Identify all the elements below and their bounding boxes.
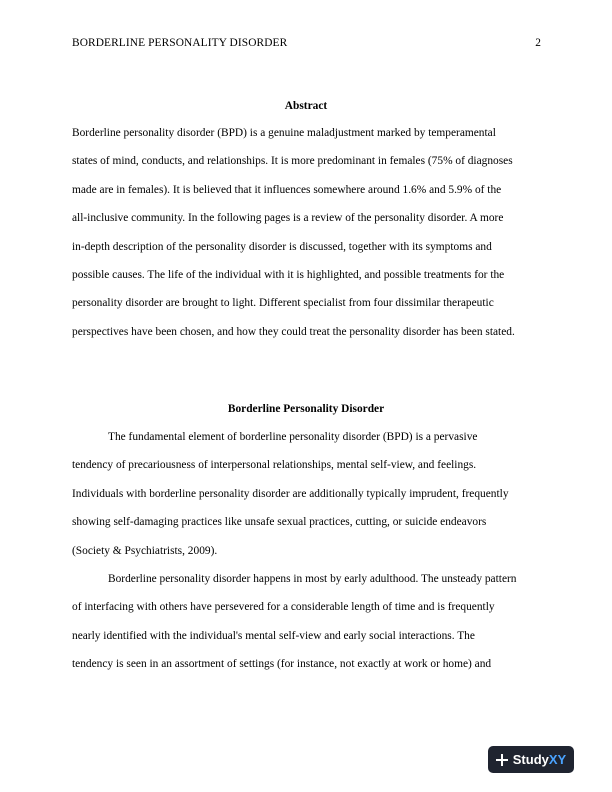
studyxy-badge[interactable] bbox=[488, 746, 574, 773]
abstract-heading: Abstract bbox=[284, 100, 328, 112]
section-body bbox=[72, 423, 540, 679]
paragraph-line: showing self-damaging practices like unsafe sexual practices, cutting, or suicide endeavors bbox=[72, 516, 487, 529]
paragraph-line: Individuals with borderline personality disorder are additionally typically imprudent, frequently bbox=[72, 487, 509, 500]
running-head: BORDERLINE PERSONALITY DISORDER bbox=[72, 37, 288, 49]
abstract-line: made are in females). It is believed that it influences somewhere around 1.6% and 5.9% of the bbox=[72, 183, 502, 196]
badge-text-main: Study bbox=[512, 752, 549, 767]
abstract-line: states of mind, conducts, and relationships. It is more predominant in females (75% of diagnoses bbox=[72, 155, 513, 168]
paragraph-line: (Society & Psychiatrists, 2009). bbox=[72, 544, 218, 557]
abstract-line: all-inclusive community. In the following pages is a review of the personality disorder. A more bbox=[72, 212, 504, 225]
abstract-line: personality disorder are brought to light. Different specialist from four dissimilar therapeutic bbox=[72, 297, 494, 310]
paragraph-line: of interfacing with others have persevered for a considerable length of time and is frequently bbox=[72, 601, 495, 614]
paragraph-line: nearly identified with the individual's mental self-view and early social interactions. The bbox=[72, 629, 475, 642]
paragraph-line: The fundamental element of borderline personality disorder (BPD) is a pervasive bbox=[108, 431, 478, 443]
section-heading: Borderline Personality Disorder bbox=[227, 403, 385, 415]
paragraph-line: tendency is seen in an assortment of settings (for instance, not exactly at work or home) and bbox=[72, 658, 492, 671]
paragraph-line: tendency of precariousness of interpersonal relationships, mental self-view, and feelings. bbox=[72, 459, 477, 472]
badge-label bbox=[513, 752, 566, 767]
badge-text-accent: XY bbox=[548, 752, 567, 767]
paragraph-line: Borderline personality disorder happens in most by early adulthood. The unsteady pattern bbox=[108, 572, 517, 585]
abstract-line: in-depth description of the personality disorder is discussed, together with its symptoms and bbox=[72, 240, 492, 253]
abstract-line: possible causes. The life of the individual with it is highlighted, and possible treatments for the bbox=[72, 268, 505, 281]
plus-icon bbox=[496, 754, 508, 766]
page-number: 2 bbox=[535, 37, 541, 49]
abstract-paragraph bbox=[72, 119, 540, 346]
abstract-line: Borderline personality disorder (BPD) is a genuine maladjustment marked by temperamental bbox=[72, 127, 496, 139]
abstract-line: perspectives have been chosen, and how they could treat the personality disorder has been stated. bbox=[72, 325, 515, 338]
